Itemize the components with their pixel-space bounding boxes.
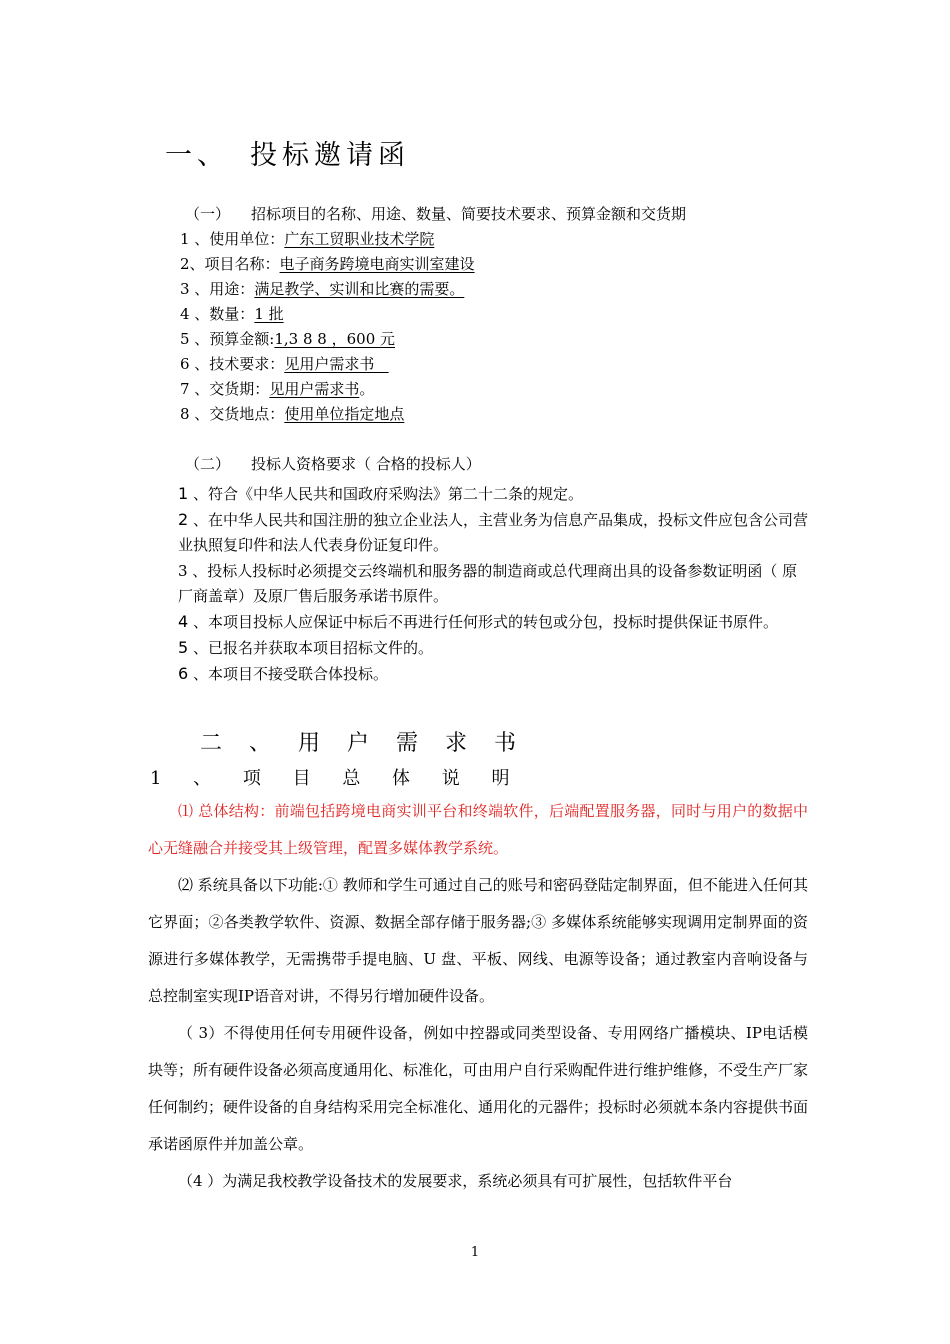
item-value: 1,3 8 8 ，600 元 (274, 330, 396, 348)
item-trail: 。 (359, 380, 375, 398)
item-value: 1 批 (254, 305, 284, 323)
part2-title (185, 453, 481, 474)
qualification-item (148, 609, 808, 635)
page-number: 1 (470, 1245, 480, 1260)
item-label: 1 、使用单位： (180, 230, 285, 248)
section2-subheading: 1 、 项 目 总 体 说 明 (150, 768, 523, 789)
section1-heading-number: 一、 (165, 140, 229, 171)
item-label: 5 、预算金额: (180, 330, 275, 348)
req-number: 5 (178, 638, 189, 657)
part2-title-text: 投标人资格要求（ 合格的投标人） (251, 455, 481, 473)
requirements-body (148, 793, 808, 1200)
item-quantity (180, 303, 284, 324)
req-number: 2 (178, 510, 189, 529)
qualification-item (148, 635, 808, 661)
req-text: 、本项目投标人应保证中标后不再进行任何形式的转包或分包，投标时提供保证书原件。 (188, 613, 778, 631)
requirement-paragraph: （ 3）不得使用任何专用硬件设备，例如中控器或同类型设备、专用网络广播模块、IP电话模块等；所有硬件设备必须高度通用化、标准化，可由用户自行采购配件进行维护维修，不受生产厂家任何制约；硬件设备的自身结构采用完全标准化、通用化的元器件；投标时必须就本条内容提供书面承诺函原件并加盖公章。 (148, 1024, 809, 1153)
item-value: 见用户需求书 (269, 380, 360, 398)
qualification-list (148, 481, 808, 687)
qualification-item (148, 558, 808, 609)
requirement-paragraph: （4 ）为满足我校教学设备技术的发展要求，系统必须具有可扩展性，包括软件平台 (178, 1172, 733, 1190)
section1-heading-text: 投标邀请函 (250, 140, 410, 171)
item-use-unit (180, 228, 434, 249)
section1-heading (165, 133, 410, 172)
req-text: 3 、投标人投标时必须提交云终端机和服务器的制造商或总代理商出具的设备参数证明函（ 原厂商盖章）及原厂售后服务承诺书原件。 (178, 562, 798, 605)
section2-heading: 二 、 用 户 需 求 书 (200, 731, 526, 756)
requirement-paragraph: ⑴ 总体结构：前端包括跨境电商实训平台和终端软件，后端配置服务器，同时与用户的数据中心无缝融合并接受其上级管理，配置多媒体教学系统。 (148, 802, 808, 857)
req-text: 、符合《中华人民共和国政府采购法》第二十二条的规定。 (188, 485, 583, 503)
item-value: 见用户需求书 (284, 355, 389, 373)
item-project-name (180, 253, 475, 274)
req-text: 、本项目不接受联合体投标。 (188, 665, 388, 683)
part2-label: （二） (185, 455, 231, 473)
item-label: 8 、交货地点： (180, 405, 285, 423)
requirement-paragraph: ⑵ 系统具备以下功能:① 教师和学生可通过自己的账号和密码登陆定制界面，但不能进入任何其它界面；②各类教学软件、资源、数据全部存储于服务器;③ 多媒体系统能够实现调用定制界面的资源进行多媒体教学，无需携带手提电脑、U 盘、平板、网线、电源等设备；通过教室内音响设备与总控制室实现IP语音对讲，不得另行增加硬件设备。 (148, 876, 808, 1005)
item-budget (180, 328, 395, 349)
item-delivery-period (180, 378, 374, 399)
item-label: 4 、数量： (180, 305, 255, 323)
req-number: 6 (178, 664, 189, 683)
item-value: 满足教学、实训和比赛的需要。 (254, 280, 465, 298)
item-delivery-place (180, 403, 404, 424)
item-purpose (180, 278, 464, 299)
req-number: 1 (178, 484, 189, 503)
item-tech-req (180, 353, 389, 374)
qualification-item (148, 661, 808, 687)
item-label: 6 、技术要求： (180, 355, 285, 373)
item-value: 电子商务跨境电商实训室建设 (279, 255, 475, 273)
req-number: 4 (178, 612, 189, 631)
item-label: 7 、交货期： (180, 380, 270, 398)
qualification-item (148, 481, 808, 507)
item-value: 使用单位指定地点 (284, 405, 405, 423)
qualification-item (148, 507, 808, 558)
req-text: 、在中华人民共和国注册的独立企业法人，主营业务为信息产品集成，投标文件应包含公司营业执照复印件和法人代表身份证复印件。 (178, 511, 808, 554)
item-label: 3 、用途： (180, 280, 255, 298)
part1-title (185, 203, 686, 224)
item-label: 2、项目名称： (180, 255, 280, 273)
part1-label: （一） (185, 205, 231, 223)
part1-title-text: 招标项目的名称、用途、数量、简要技术要求、预算金额和交货期 (251, 205, 687, 223)
req-text: 、已报名并获取本项目招标文件的。 (188, 639, 433, 657)
item-value: 广东工贸职业技术学院 (284, 230, 435, 248)
